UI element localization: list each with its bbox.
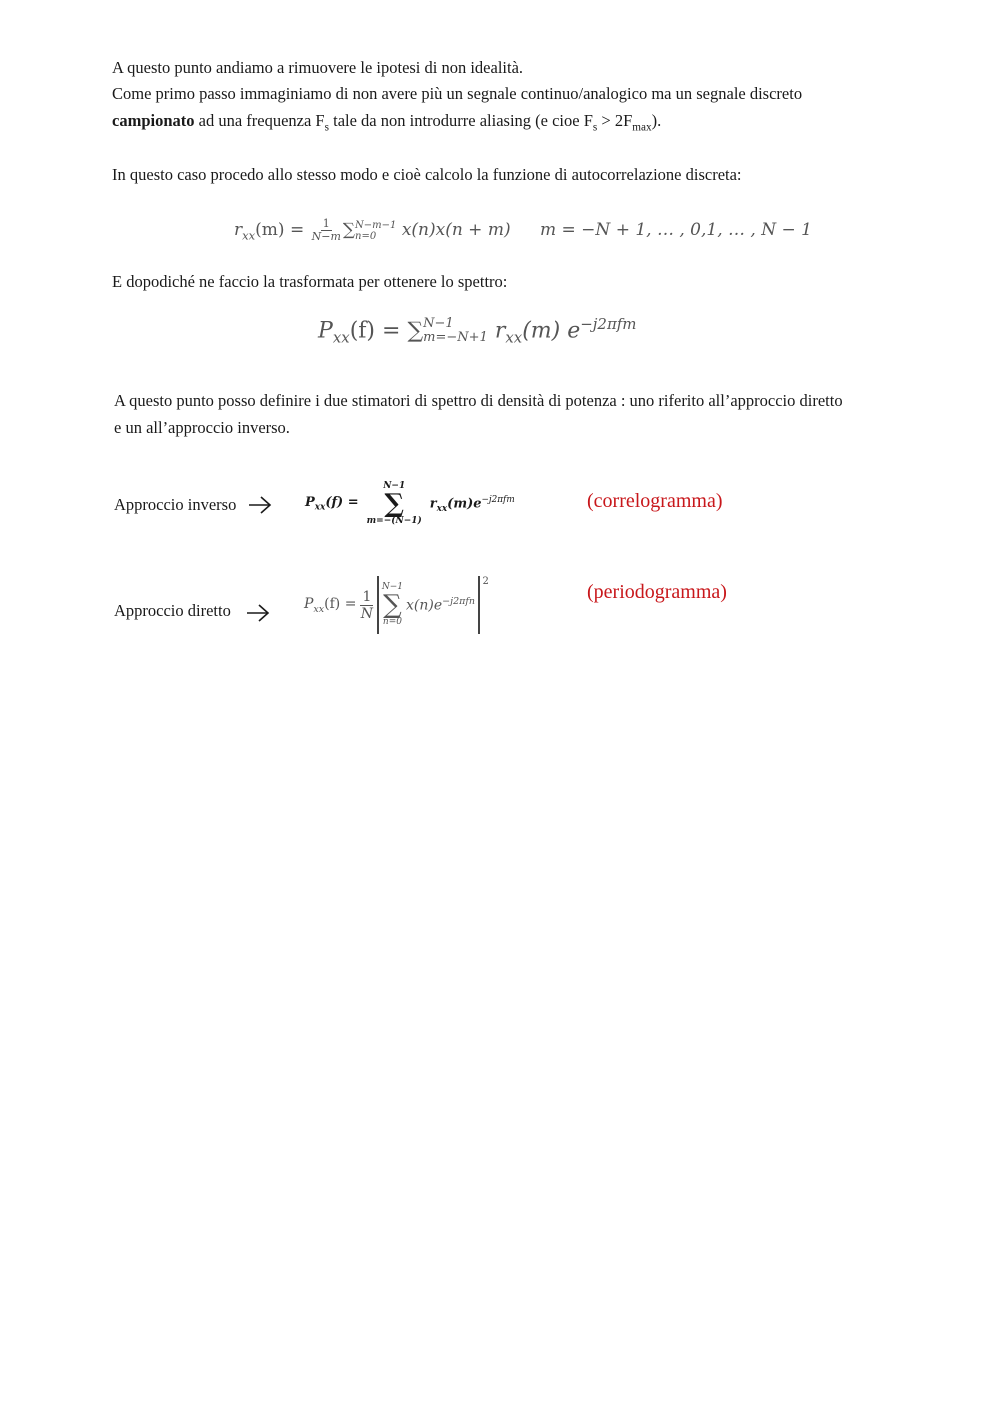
direct-sum [382,583,403,627]
p3-sub-max: max [632,121,652,134]
paragraph-2: Come primo passo immaginiamo di non avere più un segnale continuo/analogico ma un segnale discreto [112,84,803,103]
inverse-formula [305,482,515,526]
paragraph-4: In questo caso procedo allo stesso modo e cioè calcolo la funzione di autocorrelazione discreta: [112,165,742,184]
autocorr-lhs-arg: (m) = [255,220,305,240]
inverse-exp: −j2πfm [481,494,515,505]
direct-body: x(n)e [406,597,443,614]
spectrum-exp: −j2πfm [580,315,637,333]
spectrum-lhs-sub: xx [332,328,350,347]
p3-text-b: tale da non introdurre aliasing (e cioe F [328,111,593,130]
direct-sum-sigma: ∑ [383,590,402,620]
paragraph-5: E dopodiché ne faccio la trasformata per ottenere lo spettro: [112,272,508,291]
p3-sub-s: s [324,121,329,134]
direct-frac-den: N [360,605,374,622]
paragraph-3 [112,111,661,137]
frac-num: 1 [322,217,330,230]
periodogramma-tag: (periodogramma) [587,581,727,603]
autocorr-lhs-sub: xx [242,228,256,243]
inverse-label: Approccio inverso [114,495,237,514]
autocorr-body: x(n)x(n + m) [401,220,511,240]
direct-lhs: P [304,595,314,612]
paragraph-1: A questo punto andiamo a rimuovere le ipotesi di non idealità. [112,58,524,77]
direct-sum-bottom: n=0 [382,617,402,627]
direct-formula [304,576,489,634]
inverse-sum-sigma: ∑ [384,489,404,519]
spectrum-body-arg: (m) e [522,318,581,344]
direct-lhs-sub: xx [313,603,325,615]
sum-limits [355,220,396,242]
autocorr-formula [234,218,812,243]
autocorr-fraction [312,218,341,243]
paragraph-6: A questo punto posso definire i due stimatori di spettro di densità di potenza : uno riferito all’approccio diretto [114,391,843,410]
direct-frac-num: 1 [362,588,372,605]
inverse-sum-top: N−1 [383,481,406,491]
sum-sup: N−m−1 [355,219,397,231]
p3-text-d: ). [651,111,662,130]
p3-sub-s2: s [592,121,598,134]
p3-text-a: ad una frequenza F [194,111,325,130]
direct-power: 2 [482,576,489,587]
direct-fraction [360,589,373,622]
correlogramma-tag: (correlogramma) [587,490,723,512]
inverse-lhs: P [305,495,315,511]
sum-symbol: ∑ [342,220,356,240]
frac-den: N−m [311,230,341,243]
inverse-body-arg: (m)e [447,495,482,511]
inverse-body-sub: xx [436,503,448,514]
sum-sub: n=0 [355,230,377,242]
spectrum-sum-sup: N−1 [423,316,454,332]
spectrum-lhs: P [318,318,333,344]
spectrum-sum-limits [423,317,488,345]
autocorr-range: m = −N + 1, … , 0,1, … , N − 1 [540,220,812,240]
bold-term: campionato [112,111,195,130]
direct-sum-top: N−1 [381,582,404,592]
spectrum-body-sub: xx [505,328,523,347]
arrow-right-icon [246,603,270,623]
spectrum-sum: ∑ [407,318,424,344]
inverse-body: r [429,495,437,511]
direct-label: Approccio diretto [114,601,231,620]
inverse-sum [367,482,422,526]
abs-bar-right [478,576,480,634]
inverse-lhs-sub: xx [314,502,326,513]
arrow-right-icon [248,495,272,515]
spectrum-lhs-arg: (f) = [349,318,401,344]
spectrum-body-r: r [494,318,506,344]
abs-bar-left [377,576,379,634]
p3-text-c: > 2F [597,111,633,130]
inverse-sum-bottom: m=−(N−1) [366,516,422,526]
autocorr-lhs: r [234,220,243,240]
spectrum-formula [318,315,637,347]
paragraph-7: e un all’approccio inverso. [114,418,290,437]
inverse-lhs-arg: (f) = [325,495,359,511]
direct-exp: −j2πfn [442,596,476,608]
direct-lhs-arg: (f) = [324,595,357,612]
spectrum-sum-sub: m=−N+1 [423,330,488,346]
